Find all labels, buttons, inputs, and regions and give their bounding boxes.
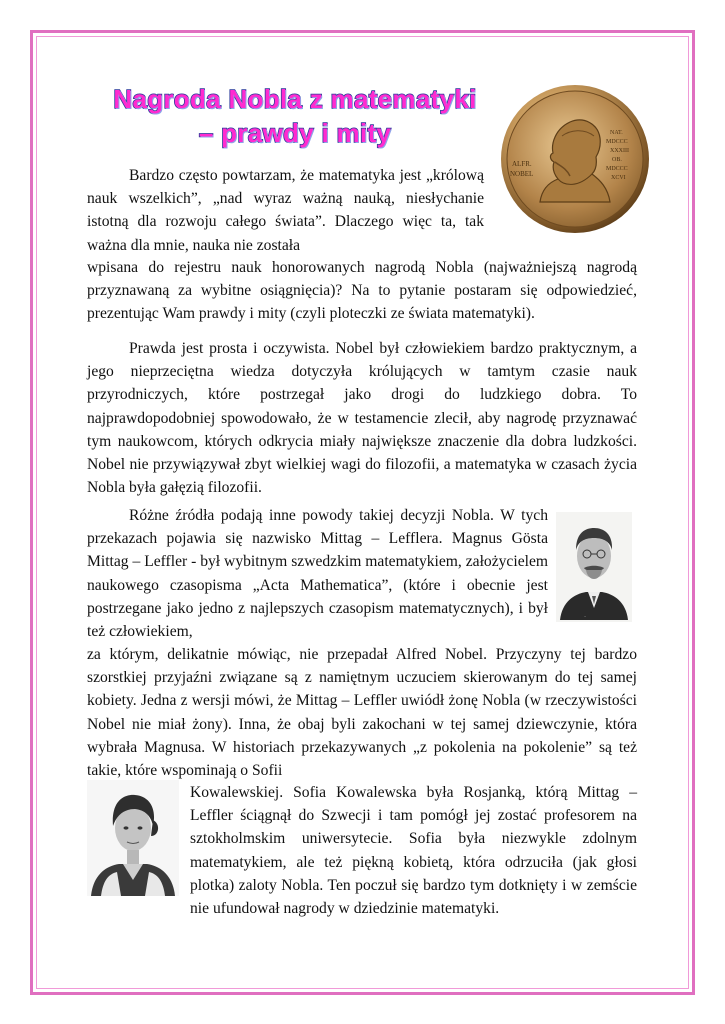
- svg-text:XCVI: XCVI: [611, 175, 626, 181]
- paragraph-3-end-part: Kowalewskiej. Sofia Kowalewska była Rosjanką, którą Mittag – Leffler ściągnął do Szwecji i tam pomógł jej zostać profesorem na sztokholmskim uniwersytecie. Sofia była niezwykle zdolnym matematykiem, ale też piękną kobietą, która odrzuciła (jak głosi plotka) zaloty Nobla. Ten poczuł się bardzo tym dotknięty i w zemście nie ufundował nagrody w dziedzinie matematyki.: [190, 784, 637, 918]
- paragraph-1-wrap-part: Bardzo często powtarzam, że matematyka jest „królową nauk wszelkich”, „nad wyraz ważną nauką, niesłychanie istotną dla rozwoju całego świata”. Dlaczego więc ta, tak ważna dla mnie, nauka nie została: [87, 167, 484, 254]
- svg-text:NOBEL: NOBEL: [510, 170, 534, 178]
- svg-text:MDCCC: MDCCC: [606, 166, 628, 172]
- medal-text-right: NAT.: [610, 130, 623, 136]
- mittag-leffler-portrait: [556, 512, 632, 622]
- svg-text:OB.: OB.: [612, 157, 622, 163]
- paragraph-3-full-part: za którym, delikatnie mówiąc, nie przepadał Alfred Nobel. Przyczyny tej bardzo szorstkiej przyjaźni związane są z namiętnym uczuciem skierowanym do tej samej kobiety. Jedna z wersji mówi, że Mittag – Leffler uwiódł żonę Nobla (w rzeczywistości Nobel nie miał żony). Inna, że obaj byli zakochani w tej samej dziewczynie, która wybrała Magnusa. W historiach przekazywanych „z pokolenia na pokolenie” są też takie, które wspominają o Sofii: [87, 646, 637, 780]
- medal-text-left: ALFR.: [512, 160, 532, 168]
- svg-text:XXXIII: XXXIII: [610, 148, 629, 154]
- kowalewska-portrait: [87, 780, 179, 896]
- nobel-medal-image: [500, 84, 650, 234]
- paragraph-1-full-part: wpisana do rejestru nauk honorowanych nagrodą Nobla (najważniejszą nagrodą przyznawaną za wybitne osiągnięcia)? Na to pytanie postaram się odpowiedzieć, prezentując Wam prawdy i mity (czyli ploteczki ze świata matematyki).: [87, 259, 637, 323]
- paragraph-2: Prawda jest prosta i oczywista. Nobel był człowiekiem bardzo praktycznym, a jego nieprzeciętna wiedza dotyczyła królujących w tamtym czasie nauk przyrodniczych, które postrzegał jako drogi do ludzkiego dobra. To najprawdopodobniej spowodowało, że w testamencie zlecił, aby nagrodę przyznawać tym naukowcom, których odkrycia miały największe znaczenie dla dobra ludzkości. Nobel nie przywiązywał zbyt wielkiej wagi do filozofii, a matematyka w czasach życia Nobla była gałęzią filozofii.: [87, 340, 637, 497]
- page-title-line-1: Nagroda Nobla z matematyki: [113, 84, 477, 114]
- svg-text:~: ~: [584, 614, 587, 619]
- page-title-line-2: – prawdy i mity: [198, 118, 392, 148]
- svg-text:MDCCC: MDCCC: [606, 139, 628, 145]
- paragraph-3-wrap-part: Różne źródła podają inne powody takiej decyzji Nobla. W tych przekazach pojawia się nazwisko Mittag – Lefflera. Magnus Gösta Mittag – Leffler - był wybitnym szwedzkim matematykiem, założycielem naukowego czasopisma „Acta Mathematica”, (które i obecnie jest postrzegane jako jedno z najlepszych czasopism matematycznych), i był też człowiekiem,: [87, 507, 548, 641]
